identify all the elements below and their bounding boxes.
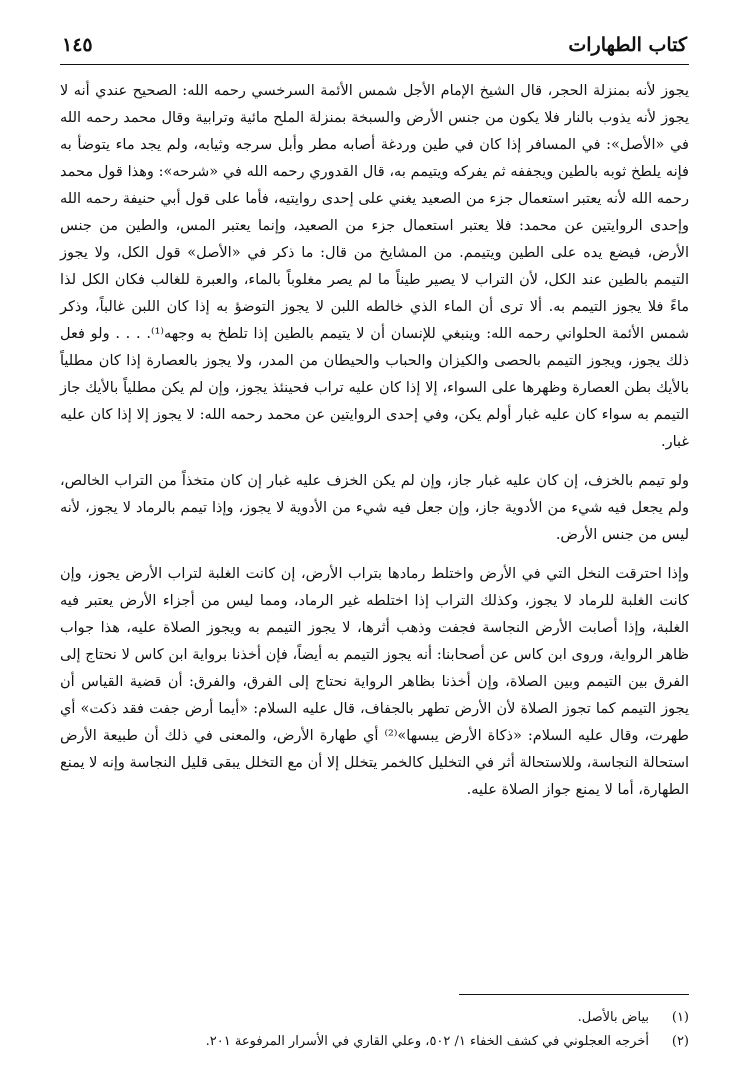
footnote-number: (٢) — [671, 1034, 689, 1049]
book-title: كتاب الطهارات — [568, 34, 687, 56]
paragraph-3: وإذا احترقت النخل التي في الأرض واختلط رمادها بتراب الأرض، إن كانت الغلبة لتراب الأرض يجوز، وإن كانت الغلبة للرماد لا يجوز، وكذلك التراب إذا اختلطه غير الرماد، ومما ليس من أجزاء الأرض يعتبر فيه الغلبة، وإذا أصابت الأرض النجاسة فجفت وذهب أثرها، لا يجوز التيمم به ويجوز الصلاة عليه، هذا جواب ظاهر الرواية، وروى ابن كاس عن أصحابنا: أنه يجوز التيمم به أيضاً، فإن أخذنا برواية ابن كاس لا نحتاج إلى الفرق بين التيمم وبين الصلاة، وإن أخذنا بظاهر الرواية نحتاج إلى الفرق، والفرق: أن قضية القياس أن يجوز التيمم كما تجوز الصلاة لأن الأرض تطهر بالجفاف، قال عليه السلام: «أيما أرض جفت فقد ذكت» أي طهرت، وقال عليه السلام: «ذكاة الأرض يبسها»⁽²⁾ أي طهارة الأرض، والمعنى في ذلك أن طبيعة الأرض استحالة النجاسة، وللاستحالة أثر في التخليل كالخمر يتخلل إلا أن مع التخلل يبقى قليل النجاسة وإنه لا يمنع الطهارة، أما لا يمنع جواز الصلاة عليه. — [60, 566, 689, 798]
page-number: ١٤٥ — [62, 34, 93, 56]
footnotes — [60, 1006, 689, 1054]
footnote-text: أخرجه العجلوني في كشف الخفاء ١/ ٥٠٢، وعلي القاري في الأسرار المرفوعة ٢٠١. — [205, 1034, 649, 1049]
footnote-2 — [60, 1030, 689, 1054]
paragraph-2: ولو تيمم بالخزف، إن كان عليه غبار جاز، وإن لم يكن الخزف عليه غبار إن كان متخذاً من التراب الخالص، ولم يجعل فيه شيء من الأدوية جاز، وإن جعل فيه شيء من الأدوية لا يجوز، وإذا تيمم بالرماد لا يجوز، لأنه ليس من جنس الأرض. — [60, 473, 689, 543]
paragraph-1: يجوز لأنه بمنزلة الحجر، قال الشيخ الإمام الأجل شمس الأئمة السرخسي رحمه الله: الصحيح عندي أنه لا يجوز لأنه يذوب بالنار فلا يكون من جنس الأرض والسبخة بمنزلة الملح مائية وترابية وقال محمد رحمه الله في «الأصل»: في المسافر إذا كان في طين وردغة أصابه مطر وأبل سرجه وثيابه، ولم يجد ماء يتوضأ به فإنه يلطخ ثوبه بالطين ويجففه ثم يفركه ويتيمم به، قال القدوري رحمه الله في «شرحه»: وهذا قول محمد رحمه الله لأنه يعتبر استعمال جزء من الصعيد يغني على إحدى روايتيه، فأما على قول أبي حنيفة رحمه الله وإحدى الروايتين عن محمد: فلا يعتبر استعمال جزء من الصعيد، وإنما يعتبر المس، والطين من جنس الأرض، فيضع يده على الطين ويتيمم. من المشايخ من قال: ما ذكر في «الأصل» قول الكل، ولا يجوز التيمم بالطين عند الكل، لأن التراب لا يصير طيناً ما لم يصر مغلوباً بالماء، والعبرة للغالب فكان الكل لذا ماءً فلا يجوز التيمم به. ألا ترى أن الماء الذي خالطه اللبن لا يجوز التوضؤ به إذا كان اللبن غالباً، وذكر شمس الأئمة الحلواني رحمه الله: وينبغي للإنسان أن لا يتيمم بالطين إذا تلطخ به وجهه⁽¹⁾. . . . ولو فعل ذلك يجوز، ويجوز التيمم بالحصى والكيزان والحباب والحيطان من المدر، ولا يجوز بالعصارة إذا كان مطلياً بالأيك بطن العصارة وظهرها على السواء، إلا إذا كان عليه تراب فحينئذ يجوز، وإن لم يكن مطلياً بالأيك جاز التيمم به سواء كان عليه غبار أولم يكن، وفي إحدى الروايتين عن محمد رحمه الله: لا يجوز إلا إذا كان عليه غبار. — [60, 83, 689, 450]
footnote-separator — [459, 994, 689, 995]
footnote-text: بياض بالأصل. — [577, 1010, 649, 1025]
footnote-1 — [60, 1006, 689, 1030]
page-header — [60, 30, 689, 65]
main-text — [60, 78, 689, 804]
footnote-number: (١) — [671, 1010, 689, 1025]
